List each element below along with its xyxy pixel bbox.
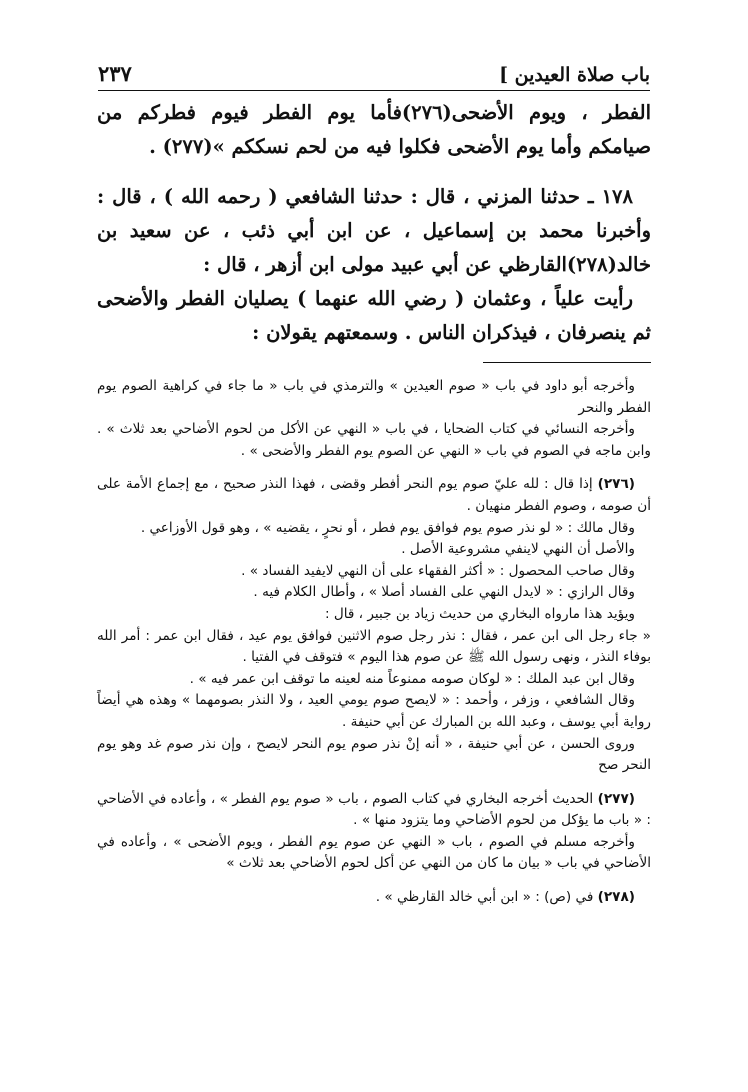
- main-text: [97, 96, 651, 350]
- footnote-quote: « جاء رجل الى ابن عمر ، فقال : نذر رجل صوم الاثنين فوافق يوم عيد ، فقال ابن عمر : أمر الله بوفاء النذر ، ونهى رسول الله ﷺ عن صوم هذا اليوم » فتوقف في الفتيا .: [97, 627, 651, 666]
- main-paragraph-2: ١٧٨ ـ حدثنا المزني ، قال : حدثنا الشافعي ( رحمه الله ) ، قال : وأخبرنا محمد بن إسماعيل ، عن ابن أبي ذئب ، عن سعيد بن خالد(٢٧٨)القارظي عن أبي عبيد مولى ابن أزهر ، قال :: [97, 185, 651, 276]
- footnote-line: ويؤيد هذا مارواه البخاري من حديث زياد بن جبير ، قال :: [324, 605, 635, 622]
- chapter-title: باب صلاة العيدين ]: [499, 64, 650, 86]
- page-number: ٢٣٧: [98, 61, 132, 86]
- footnote-line: وقال مالك : « لو نذر صوم يوم فوافق يوم فطر ، أو نحرٍ ، يقضيه » ، وهو قول الأوزاعي .: [140, 519, 635, 536]
- footnotes: [97, 376, 651, 909]
- footnote-number: (٢٧٦): [597, 476, 635, 493]
- footnote-number: (٢٧٧): [597, 790, 635, 807]
- footnote-number: (٢٧٨): [597, 889, 635, 906]
- main-paragraph-1: الفطر ، ويوم الأضحى(٢٧٦)فأما يوم الفطر فيوم فطركم من صيامكم وأما يوم الأضحى فكلوا فيه من لحم نسككم »(٢٧٧) .: [97, 101, 651, 158]
- footnote-277: [97, 789, 651, 832]
- footnote-text: الحديث أخرجه البخاري في كتاب الصوم ، باب « صوم يوم الفطر » ، وأعاده في الأضاحي : « باب ما يؤكل من لحوم الأضاحي وما يتزود منها » .: [97, 790, 651, 829]
- footnote-276: [97, 474, 651, 517]
- footnote-line: وقال ابن عبد الملك : « لوكان صومه ممنوعاً منه لعينه ما توقف ابن عمر فيه » .: [189, 670, 635, 687]
- main-paragraph-3: رأيت علياً ، وعثمان ( رضي الله عنهما ) يصليان الفطر والأضحى ثم ينصرفان ، فيذكران الناس . وسمعتهم يقولان :: [97, 287, 651, 344]
- footnote-line: وأخرجه مسلم في الصوم ، باب « النهي عن صوم يوم الفطر ، ويوم الأضحى » ، وأعاده في الأضاحي في باب « بيان ما كان من النهي عن أكل لحوم الأضاحي بعد ثلاث »: [97, 833, 651, 872]
- note-continuation-2: وأخرجه النسائي في كتاب الضحايا ، في باب « النهي عن الأكل من لحوم الأضاحي بعد ثلاث » . وابن ماجه في الصوم في باب « النهي عن الصوم يوم الفطر والأضحى » .: [97, 421, 651, 459]
- footnote-line: والأصل أن النهي لاينفي مشروعية الأصل .: [401, 541, 635, 558]
- footnote-line: وقال الشافعي ، وزفر ، وأحمد : « لايصح صوم يومي العيد ، ولا النذر بصومهما » وهذه هي أيضاً رواية أبي يوسف ، وعبد الله بن المبارك عن أبي حنيفة .: [97, 692, 651, 730]
- note-continuation-1: وأخرجه أبو داود في باب « صوم العيدين » والترمذي في باب « ما جاء في كراهية الصوم يوم الفطر والنحر: [97, 378, 651, 416]
- footnote-text: في (ص) : « ابن أبي خالد القارظي » .: [375, 889, 594, 906]
- footnote-separator: [483, 362, 651, 363]
- footnote-line: وروى الحسن ، عن أبي حنيفة ، « أنه إنْ نذر صوم يوم النحر لايصح ، وإن نذر صوم غد وهو يوم النحر صح: [97, 735, 651, 774]
- page-header: [98, 54, 650, 91]
- footnote-text: إذا قال : لله عليّ صوم يوم النحر أفطر وقضى ، فهذا النذر صحيح ، مع إجماع الأمة على أن صومه ، وصوم الفطر منهيان .: [97, 476, 651, 514]
- footnote-line: وقال الرازي : « لايدل النهي على الفساد أصلا » ، وأطال الكلام فيه .: [253, 584, 635, 601]
- footnote-line: وقال صاحب المحصول : « أكثر الفقهاء على أن النهي لايفيد الفساد » .: [241, 562, 635, 579]
- footnote-278: [97, 887, 651, 909]
